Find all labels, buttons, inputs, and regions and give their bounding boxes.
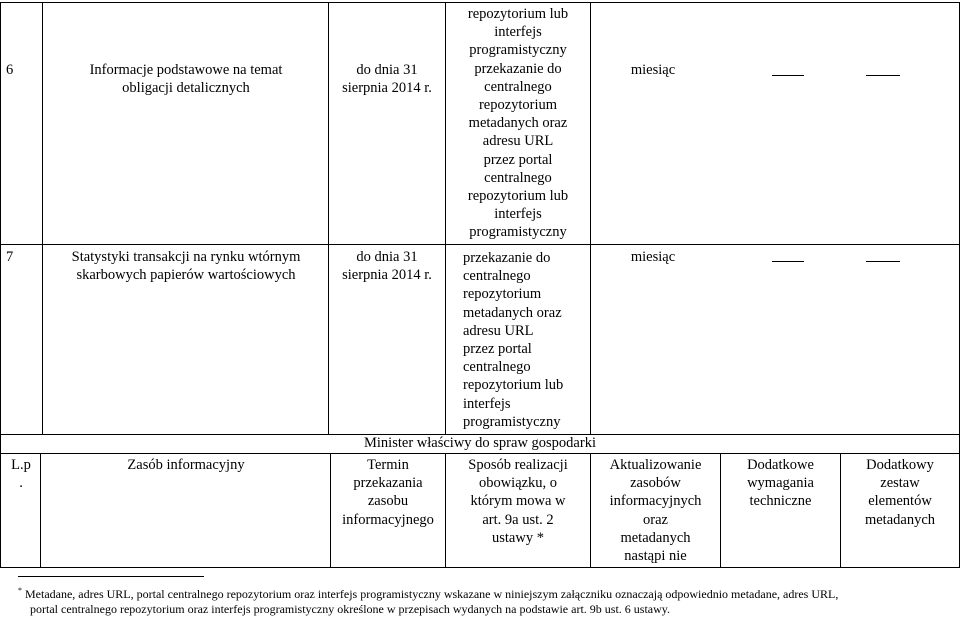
column-divider: [720, 453, 721, 567]
column-divider: [0, 2, 1, 567]
column-divider: [330, 453, 331, 567]
header-deadline: Termin przekazania zasobu informacyjnego: [342, 457, 434, 528]
footnote-separator: [18, 576, 204, 577]
deadline: do dnia 31 sierpnia 2014 r.: [342, 249, 432, 284]
row-number: 6: [6, 62, 14, 78]
resource-name: Informacje podstawowe na temat obligacji detalicznych: [89, 62, 283, 97]
footnote-line-1: * Metadane, adres URL, portal centralnego repozytorium oraz interfejs programistyczny wskazane w niniejszym załączniku oznaczają odpowiednio metadane, adres URL,: [18, 586, 839, 601]
delivery-method: przekazanie do centralnego repozytorium metadanych oraz adresu URL przez portal centralnego repozytorium lub interfejs programistyczny: [463, 250, 564, 430]
table-border-bottom: [0, 567, 960, 568]
column-divider: [42, 2, 43, 434]
empty-dash: [866, 261, 900, 262]
row-divider: [0, 453, 960, 454]
column-divider: [445, 2, 446, 434]
header-metadata: Dodatkowy zestaw elementów metadanych: [864, 457, 936, 528]
column-divider: [590, 2, 591, 434]
section-title: Minister właściwy do spraw gospodarki: [364, 435, 596, 451]
column-divider: [445, 453, 446, 567]
row-divider: [0, 244, 960, 245]
header-tech-requirements: Dodatkowe wymagania techniczne: [747, 457, 814, 510]
row-number: 7: [6, 249, 14, 265]
column-divider: [590, 453, 591, 567]
resource-name: Statystyki transakcji na rynku wtórnym skarbowych papierów wartościowych: [71, 249, 301, 284]
footnote-line-2: portal centralnego repozytorium oraz interfejs programistyczny określone w przepisach wydanych na podstawie art. 9b ust. 6 ustawy.: [30, 602, 671, 616]
table-border-top: [0, 2, 960, 3]
empty-dash: [866, 75, 900, 76]
column-divider: [40, 453, 41, 567]
empty-dash: [772, 75, 804, 76]
header-lp: L.p .: [11, 457, 31, 492]
update-frequency: miesiąc: [630, 249, 676, 265]
deadline: do dnia 31 sierpnia 2014 r.: [342, 62, 432, 97]
footnote: [18, 583, 958, 617]
update-frequency: miesiąc: [630, 62, 676, 78]
delivery-method: repozytorium lub interfejs programistyczny przekazanie do centralnego repozytorium metadanych oraz adresu URL przez portal centralnego repozytorium lub interfejs programistyczny: [467, 6, 569, 241]
empty-dash: [772, 261, 804, 262]
header-method: Sposób realizacji obowiązku, o którym mowa w art. 9a ust. 2 ustawy *: [468, 457, 568, 546]
header-resource: Zasób informacyjny: [127, 457, 245, 473]
column-divider: [328, 2, 329, 434]
header-update: Aktualizowanie zasobów informacyjnych oraz metadanych nastąpi nie: [609, 457, 702, 565]
column-divider: [840, 453, 841, 567]
